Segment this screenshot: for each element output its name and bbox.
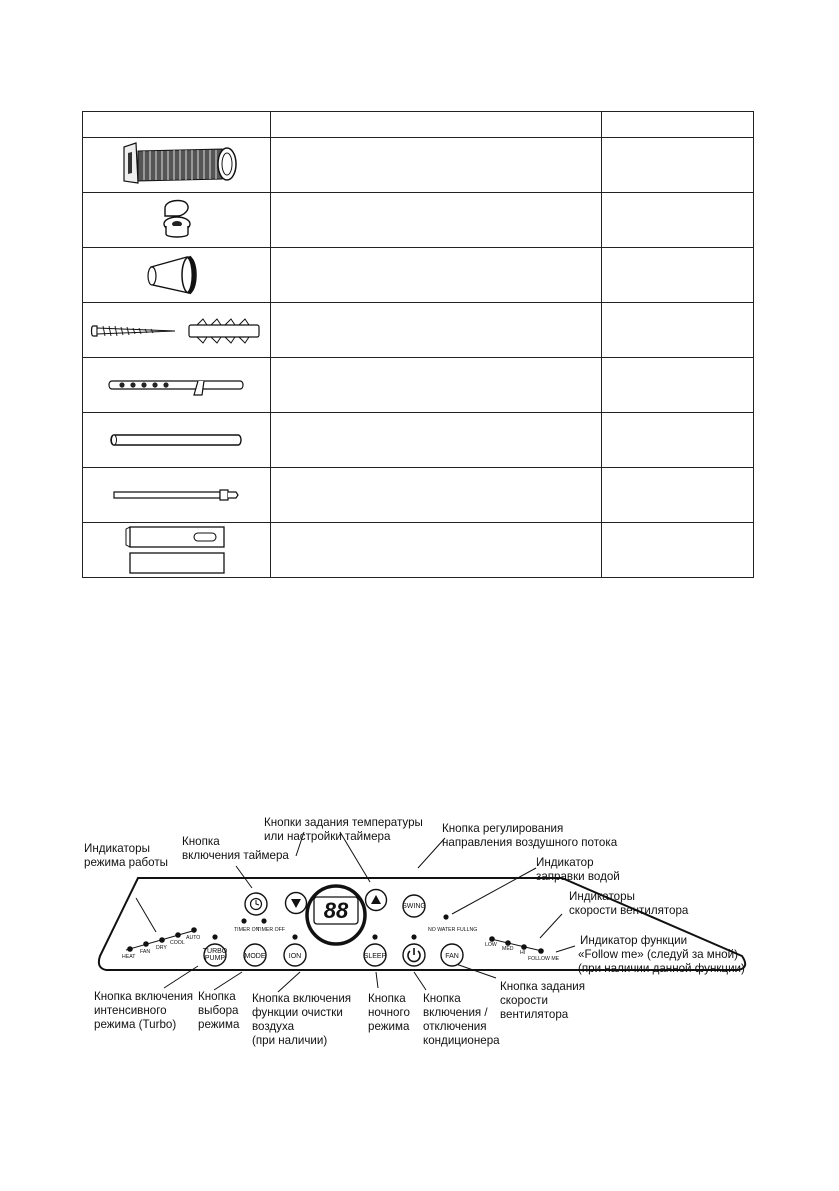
picture-cell <box>83 303 271 358</box>
label-swing-1: Кнопка регулирования <box>442 822 564 835</box>
table-row <box>83 468 754 523</box>
pin-icon <box>102 469 252 521</box>
indicator-hi <box>521 944 527 950</box>
label-fan-ind-2: скорости вентилятора <box>569 904 689 917</box>
label-follow-1: Индикатор функции <box>580 934 688 947</box>
indicator-low <box>489 936 495 942</box>
qty-cell <box>602 468 754 523</box>
label-ion-3: воздуха <box>252 1020 295 1033</box>
name-cell <box>271 138 602 193</box>
mode-label-dry: DRY <box>156 945 167 951</box>
name-cell <box>271 523 602 578</box>
ion-button-label: ION <box>288 953 302 960</box>
label-power-4: кондиционера <box>423 1034 500 1047</box>
label-turbo-3: режима (Turbo) <box>94 1018 177 1031</box>
accessory-table <box>82 111 754 578</box>
label-swing-2: направления воздушного потока <box>442 836 618 849</box>
speed-label-hi: HI <box>520 950 526 956</box>
swing-button-label: SWING <box>402 903 426 910</box>
label-water-1: Индикатор <box>536 856 594 869</box>
fan-button[interactable] <box>441 944 463 966</box>
picture-cell <box>83 138 271 193</box>
swing-button[interactable] <box>402 895 426 917</box>
window-slider-icon <box>122 523 232 577</box>
qty-cell <box>602 138 754 193</box>
mode-label-auto: AUTO <box>186 935 201 941</box>
label-mode-3: режима <box>198 1018 240 1031</box>
indicator-med <box>505 940 511 946</box>
hose-adapter-icon <box>137 249 217 301</box>
table-header-row <box>83 112 754 138</box>
power-button[interactable] <box>403 944 425 966</box>
table-row <box>83 523 754 578</box>
speed-label-med: MED <box>502 946 514 952</box>
label-timer-1: Кнопка <box>182 835 220 848</box>
mode-label-heat: HEAT <box>122 954 136 960</box>
label-temp-1: Кнопки задания температуры <box>264 816 423 829</box>
indicator-auto <box>191 927 197 933</box>
table-row <box>83 138 754 193</box>
label-fan-btn-2: скорости <box>500 994 548 1007</box>
indicator-follow-me <box>538 948 544 954</box>
picture-cell <box>83 413 271 468</box>
timer-off-label: TIMER OFF <box>257 927 285 933</box>
label-fan-ind-1: Индикаторы <box>569 890 635 903</box>
label-sleep-3: режима <box>368 1020 410 1033</box>
label-follow-3: (при наличии данной функции) <box>578 962 745 975</box>
qty-cell <box>602 193 754 248</box>
sleep-button-label: SLEEP <box>363 953 387 960</box>
label-fan-btn-3: вентилятора <box>500 1008 569 1021</box>
ion-button[interactable] <box>284 944 306 966</box>
qty-cell <box>602 413 754 468</box>
mode-label-cool: COOL <box>170 940 185 946</box>
exhaust-hose-icon <box>102 139 252 191</box>
header-cell-name <box>271 112 602 138</box>
label-sleep-1: Кнопка <box>368 992 406 1005</box>
label-timer-2: включения таймера <box>182 849 289 862</box>
header-cell-qty <box>602 112 754 138</box>
speed-label-low: LOW <box>485 942 497 948</box>
timer-button[interactable] <box>245 893 267 915</box>
label-sleep-2: ночного <box>368 1006 410 1019</box>
label-power-1: Кнопка <box>423 992 461 1005</box>
label-ion-4: (при наличии) <box>252 1034 328 1047</box>
qty-cell <box>602 523 754 578</box>
table-row <box>83 358 754 413</box>
picture-cell <box>83 468 271 523</box>
drain-tube-icon <box>102 414 252 466</box>
digital-display <box>307 886 365 944</box>
picture-cell <box>83 193 271 248</box>
mode-button-label: MODE <box>244 953 266 960</box>
label-follow-2: «Follow me» (следуй за мной) <box>578 948 738 961</box>
name-cell <box>271 413 602 468</box>
temp-up-button[interactable] <box>366 890 387 911</box>
indicator-fan <box>143 941 149 947</box>
table-row <box>83 413 754 468</box>
name-cell <box>271 468 602 523</box>
label-mode-2: выбора <box>198 1004 239 1017</box>
sleep-indicator <box>372 934 377 939</box>
screw-and-anchor-icon <box>87 304 267 356</box>
label-fan-btn-1: Кнопка задания <box>500 980 586 993</box>
timer-on-label: TIMER ON <box>234 927 260 933</box>
power-indicator <box>411 934 416 939</box>
label-turbo-2: интенсивного <box>94 1004 167 1017</box>
label-water-2: заправки водой <box>536 870 620 883</box>
table-row <box>83 248 754 303</box>
name-cell <box>271 248 602 303</box>
indicator-cool <box>175 932 181 938</box>
indicator-heat <box>127 946 133 952</box>
turbo-button-label: TURBO <box>202 948 228 955</box>
display-digits: 88 <box>323 898 349 923</box>
mode-button[interactable] <box>244 944 266 966</box>
water-full-label: NO WATER FULLNG <box>428 927 478 933</box>
name-cell <box>271 193 602 248</box>
drain-connector-icon <box>147 194 207 246</box>
label-ion-2: функции очистки <box>252 1006 343 1019</box>
name-cell <box>271 358 602 413</box>
label-temp-2: или настройки таймера <box>264 830 391 843</box>
control-panel-diagram <box>0 800 839 1060</box>
temp-down-button[interactable] <box>286 893 307 914</box>
pump-button-label: PUMP <box>204 955 226 962</box>
turbo-indicator <box>212 934 217 939</box>
mode-label-fan: FAN <box>140 949 151 955</box>
label-power-2: включения / <box>423 1006 488 1019</box>
qty-cell <box>602 303 754 358</box>
picture-cell <box>83 248 271 303</box>
table-row <box>83 303 754 358</box>
ion-indicator <box>292 934 297 939</box>
picture-cell <box>83 358 271 413</box>
header-cell-picture <box>83 112 271 138</box>
indicator-dry <box>159 937 165 943</box>
qty-cell <box>602 358 754 413</box>
label-mode-indicators-2: режима работы <box>84 856 169 869</box>
label-ion-1: Кнопка включения <box>252 992 352 1005</box>
picture-cell <box>83 523 271 578</box>
bolt-icon <box>102 359 252 411</box>
label-mode-indicators-1: Индикаторы <box>84 842 150 855</box>
label-power-3: отключения <box>423 1020 487 1033</box>
table-row <box>83 193 754 248</box>
fan-button-label: FAN <box>445 953 459 960</box>
name-cell <box>271 303 602 358</box>
sleep-button[interactable] <box>364 944 387 966</box>
timer-off-indicator <box>261 918 266 923</box>
water-full-indicator <box>443 914 448 919</box>
qty-cell <box>602 248 754 303</box>
label-turbo-1: Кнопка включения <box>94 990 194 1003</box>
follow-me-indicator-label: FOLLOW ME <box>528 956 560 962</box>
label-mode-1: Кнопка <box>198 990 236 1003</box>
timer-on-indicator <box>241 918 246 923</box>
